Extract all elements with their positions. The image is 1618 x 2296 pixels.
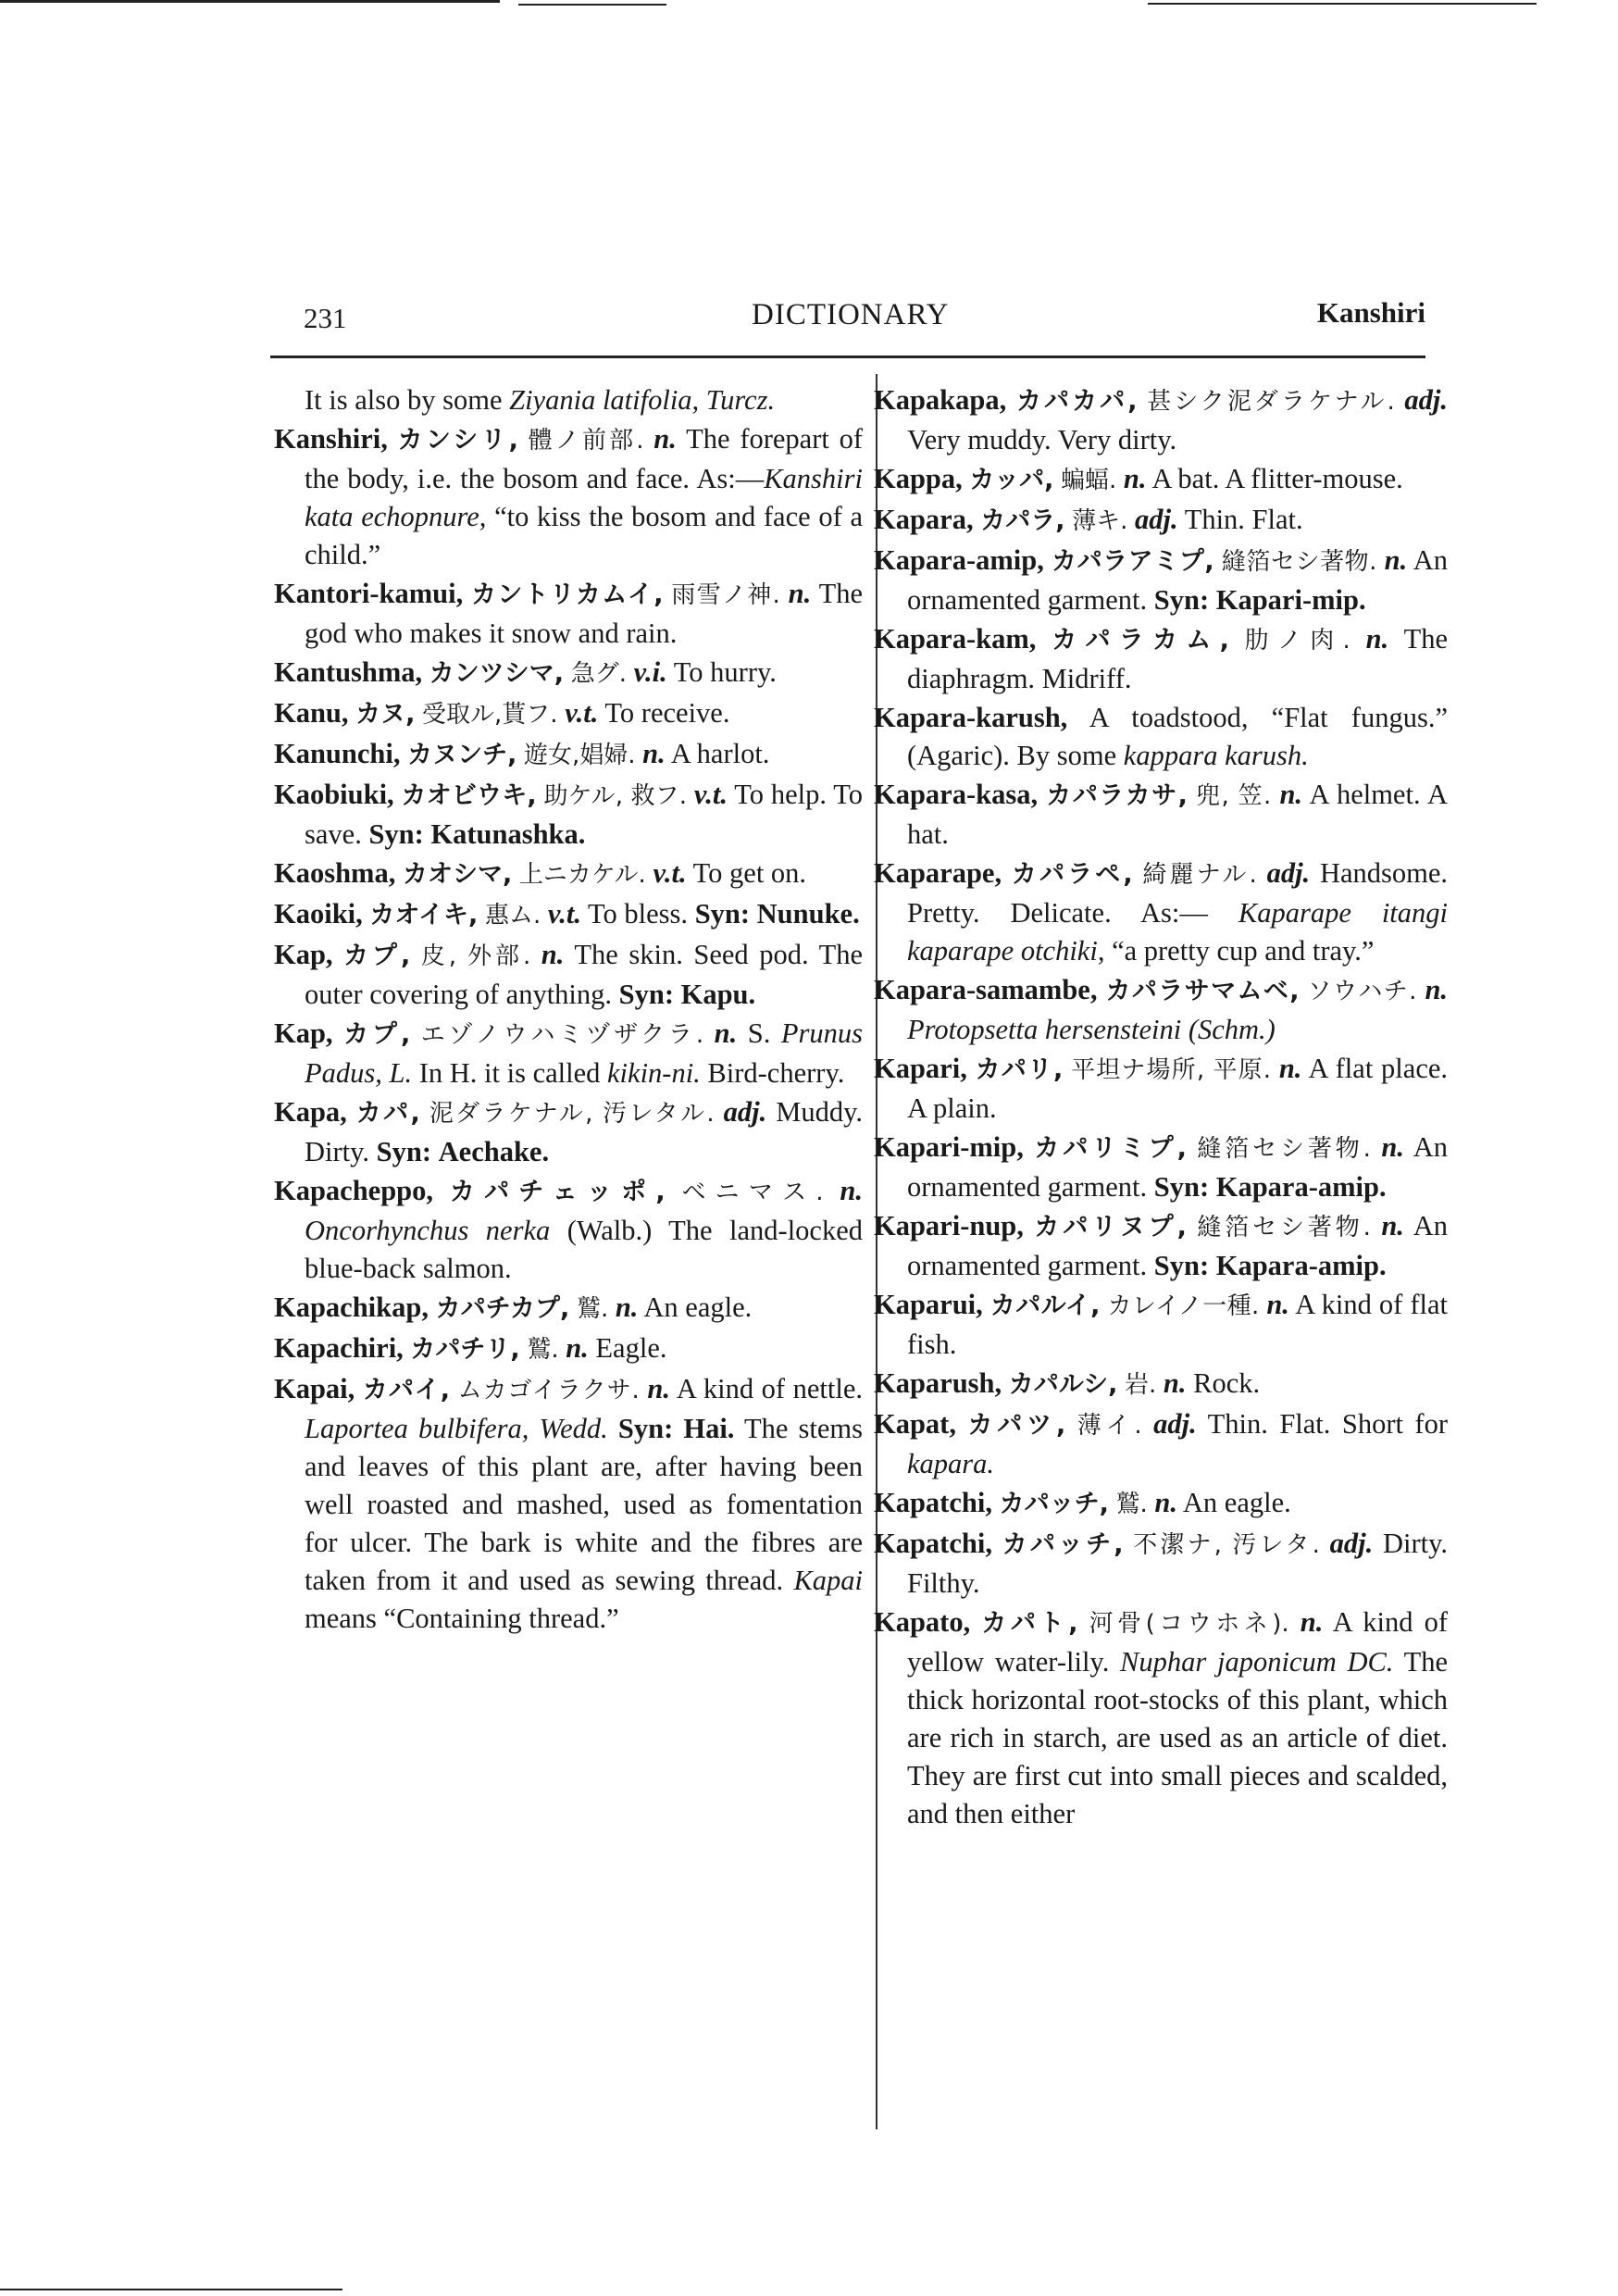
synonym-label: Syn: <box>1153 1250 1210 1281</box>
dictionary-entry <box>874 1484 1448 1524</box>
entry-headword: Kaobiuki, <box>274 779 394 810</box>
entry-headword: Kapara, <box>874 504 974 535</box>
definition-text: A flat place. A plain. <box>907 1053 1449 1124</box>
definition-text: S. <box>747 1017 771 1049</box>
entry-japanese: 縫箔セシ著物. <box>1221 548 1377 576</box>
entry-japanese: 平坦ナ場所, 平原. <box>1071 1056 1272 1084</box>
entry-japanese: 急グ. <box>570 660 627 688</box>
dictionary-entry <box>874 1525 1448 1603</box>
definition-text: It is also by some <box>305 384 510 416</box>
entry-kana: カパラアミプ, <box>1052 547 1214 576</box>
part-of-speech: adj. <box>1135 504 1178 535</box>
synonym-word: Kapari-mip. <box>1215 584 1366 616</box>
entry-headword: Kaoiki, <box>274 898 363 930</box>
scan-edge-line <box>518 4 666 6</box>
entry-kana: カパラサマムベ, <box>1105 977 1300 1005</box>
entry-kana: カパイ, <box>362 1376 451 1404</box>
entry-kana: カパッチ, <box>999 1490 1109 1518</box>
part-of-speech: n. <box>1365 623 1389 655</box>
entry-headword: Kapatchi, <box>874 1528 992 1559</box>
entry-headword: Kapato, <box>874 1606 971 1638</box>
definition-text: A kind of yellow water-lily. <box>907 1606 1449 1678</box>
part-of-speech: n. <box>1381 1131 1404 1163</box>
dictionary-entry <box>274 1172 863 1288</box>
dictionary-entry <box>874 855 1448 970</box>
entry-japanese: 體ノ前部. <box>528 427 644 455</box>
dictionary-entry <box>874 1365 1448 1404</box>
scientific-name: Prunus Padus, L. <box>305 1017 864 1089</box>
entry-japanese: 泥ダラケナル, 汚レタル. <box>429 1100 715 1128</box>
definition-text: A kind of flat fish. <box>907 1289 1449 1360</box>
entry-japanese: 綺麗ナル. <box>1142 861 1257 889</box>
entry-japanese: 鷲. <box>576 1295 609 1323</box>
definition-text: An ornamented garment. <box>907 1131 1449 1203</box>
dictionary-entry <box>274 735 863 775</box>
definition-text: An ornamented garment. <box>907 1210 1448 1281</box>
entry-japanese: 上ニカケル. <box>518 861 646 889</box>
entry-japanese: 鷲. <box>527 1336 559 1364</box>
synonym-word: Kapara-amip. <box>1215 1171 1387 1203</box>
entry-japanese: 雨雪ノ神. <box>671 581 780 609</box>
part-of-speech: adj. <box>1266 857 1311 889</box>
part-of-speech: n. <box>1154 1487 1177 1518</box>
part-of-speech: v.t. <box>547 898 581 930</box>
entry-kana: カパラカム, <box>1052 626 1229 655</box>
synonym-label: Syn: <box>618 979 674 1010</box>
example-text: Kanshiri kata echopnure, <box>305 463 863 532</box>
entry-kana: カパルシ, <box>1008 1370 1118 1399</box>
synonym-word: Nunuke. <box>756 898 860 930</box>
part-of-speech: n. <box>840 1175 864 1206</box>
part-of-speech: n. <box>1300 1606 1324 1638</box>
synonym-word: Katunashka. <box>430 818 586 850</box>
dictionary-entry <box>874 381 1448 459</box>
definition-text: Thin. Flat. Short for <box>1207 1408 1448 1440</box>
entry-kana: カパチリ, <box>410 1335 520 1364</box>
dictionary-entry <box>874 1405 1448 1483</box>
dictionary-entry <box>274 895 863 935</box>
entry-japanese: 岩. <box>1125 1371 1157 1399</box>
dictionary-entry <box>274 1093 863 1171</box>
definition-text: The forepart of the body, i.e. the bosom and face. As:— <box>305 423 864 494</box>
part-of-speech: n. <box>1123 463 1147 494</box>
entry-headword: Kapara-kam, <box>874 623 1037 655</box>
entry-kana: カパラカサ, <box>1046 781 1188 810</box>
scan-edge-line <box>0 0 500 3</box>
part-of-speech: n. <box>642 738 666 769</box>
entry-headword: Kaoshma, <box>274 857 396 889</box>
definition-text: To hurry. <box>673 656 777 688</box>
entry-japanese: 皮, 外部. <box>420 942 531 970</box>
part-of-speech: n. <box>541 939 565 970</box>
definition-text: The thick horizontal root-stocks of this plant, which are rich in starch, are used as an article of diet. They are first cut into small pieces and scalded, and then either <box>907 1646 1449 1829</box>
entry-kana: カパッチ, <box>1002 1530 1124 1559</box>
dictionary-entry <box>874 1603 1448 1833</box>
definition-text: Muddy. Dirty. <box>305 1096 863 1167</box>
entry-japanese: 縫箔セシ著物. <box>1197 1214 1371 1242</box>
running-head <box>0 294 1618 341</box>
dictionary-entry <box>874 542 1448 619</box>
definition-text: “to kiss the bosom and face of a child.” <box>305 501 863 570</box>
part-of-speech: n. <box>788 578 812 609</box>
entry-kana: カントリカムイ, <box>471 580 664 609</box>
definition-text: The diaphragm. Midriff. <box>907 623 1449 694</box>
entry-headword: Kap, <box>274 1017 333 1049</box>
entry-headword: Kanshiri, <box>274 423 388 455</box>
definition-text: A helmet. A hat. <box>907 779 1449 850</box>
scan-edge-line <box>1148 3 1537 5</box>
part-of-speech: n. <box>1381 1210 1404 1242</box>
scientific-name: Ziyania latifolia, Turcz. <box>509 384 776 416</box>
scientific-name: kappara karush. <box>1123 740 1309 771</box>
entry-japanese: カレイノ一種. <box>1107 1292 1260 1320</box>
entry-headword: Kapara-karush, <box>874 702 1068 733</box>
part-of-speech: adj. <box>1329 1528 1374 1559</box>
dictionary-entry <box>274 1015 863 1092</box>
entry-kana: カパカパ, <box>1015 387 1138 416</box>
page-title: DICTIONARY <box>752 298 950 331</box>
synonym-label: Syn: <box>694 898 751 930</box>
entry-headword: Kapara-samambe, <box>874 974 1098 1005</box>
dictionary-entry <box>274 936 863 1014</box>
entry-japanese: 薄イ. <box>1077 1412 1142 1440</box>
part-of-speech: n. <box>1384 544 1408 576</box>
dictionary-entry <box>874 1286 1448 1364</box>
scientific-name: Oncorhynchus nerka <box>305 1215 551 1246</box>
definition-text: The god who makes it snow and rain. <box>305 578 864 649</box>
definition-text: Dirty. Filthy. <box>907 1528 1448 1599</box>
entry-headword: Kapa, <box>274 1096 347 1128</box>
scientific-name: kikin-ni. <box>607 1057 701 1089</box>
definition-text: A toadstood, “Flat fungus.” (Agaric). By some <box>907 702 1449 771</box>
entry-kana: カパラペ, <box>1011 860 1133 889</box>
definition-text: A kind of nettle. <box>676 1373 864 1404</box>
entry-headword: Kapat, <box>874 1408 956 1440</box>
definition-text: The skin. Seed pod. The outer covering of anything. <box>305 939 863 1010</box>
entry-kana: カパ, <box>355 1099 420 1128</box>
dictionary-entry <box>274 1329 863 1369</box>
definition-text: The stems and leaves of this plant are, after having been well roasted and mashed, used as fomentation for ulcer. The bark is white and the fibres are taken from it and used as sewing thread. <box>305 1413 863 1596</box>
definition-text: means “Containing thread.” <box>305 1603 619 1634</box>
entry-kana: カヌンチ, <box>407 741 517 769</box>
page-number: 231 <box>304 302 347 334</box>
part-of-speech: v.t. <box>693 779 728 810</box>
part-of-speech: n. <box>1266 1289 1289 1320</box>
entry-japanese: 兜, 笠. <box>1196 782 1272 810</box>
entry-kana: カッパ, <box>969 466 1054 494</box>
dictionary-entry <box>874 699 1448 775</box>
entry-kana: カパリミプ, <box>1034 1134 1187 1163</box>
synonym-label: Syn: <box>376 1136 431 1167</box>
part-of-speech: v.i. <box>633 656 667 688</box>
dictionary-entry <box>274 776 863 854</box>
header-rule <box>270 356 1425 358</box>
entry-headword: Kapari-mip, <box>874 1131 1024 1163</box>
entry-kana: カパツ, <box>967 1411 1066 1440</box>
synonym-word: Kapara-amip. <box>1215 1250 1387 1281</box>
entry-japanese: 惠ム. <box>484 902 541 930</box>
entry-japanese: 助ケル, 救フ. <box>543 782 688 810</box>
dictionary-entry <box>274 694 863 734</box>
entry-headword: Kappa, <box>874 463 963 494</box>
entry-kana: カオビウキ, <box>401 781 537 810</box>
definition-text: Rock. <box>1193 1367 1261 1399</box>
scientific-name: Protopsetta hersensteini (Schm.) <box>907 1014 1276 1045</box>
part-of-speech: n. <box>653 423 677 455</box>
definition-text: A harlot. <box>670 738 770 769</box>
definition-text: To help. To save. <box>305 779 864 850</box>
definition-text: Handsome. Pretty. Delicate. As:— <box>907 857 1449 929</box>
dictionary-entry <box>274 381 863 419</box>
entry-headword: Kantushma, <box>274 656 423 688</box>
entry-headword: Kapara-amip, <box>874 544 1044 576</box>
entry-headword: Kapara-kasa, <box>874 779 1039 810</box>
entry-headword: Kapari, <box>874 1053 967 1084</box>
entry-kana: カンツシマ, <box>429 659 565 688</box>
definition-text: Thin. Flat. <box>1184 504 1303 535</box>
definition-text: Eagle. <box>595 1332 667 1364</box>
entry-japanese: ベニマス. <box>681 1179 824 1206</box>
entry-japanese: 河骨(コウホネ). <box>1089 1610 1289 1638</box>
entry-japanese: 蝙蝠. <box>1061 467 1117 494</box>
synonym-word: Kapu. <box>680 979 756 1010</box>
part-of-speech: n. <box>1425 974 1449 1005</box>
dictionary-entry <box>874 1207 1448 1285</box>
definition-text: A bat. A flitter-mouse. <box>1151 463 1403 494</box>
dictionary-entry <box>274 420 863 574</box>
part-of-speech: n. <box>566 1332 589 1364</box>
entry-japanese: 不潔ナ, 汚レタ. <box>1133 1531 1320 1559</box>
scientific-name: kapara. <box>907 1448 995 1479</box>
synonym-word: Aechake. <box>438 1136 550 1167</box>
dictionary-entry <box>274 654 863 693</box>
entry-kana: カプ, <box>343 942 411 970</box>
entry-japanese: 甚シク泥ダラケナル. <box>1147 388 1395 416</box>
part-of-speech: n. <box>615 1292 639 1323</box>
definition-text: An eagle. <box>1182 1487 1291 1518</box>
entry-kana: カパルイ, <box>989 1292 1101 1320</box>
left-column <box>274 381 863 1639</box>
entry-kana: カオイキ, <box>369 901 479 930</box>
definition-text: To get on. <box>692 857 807 889</box>
part-of-speech: n. <box>714 1017 738 1049</box>
synonym-label: Syn: <box>1153 584 1210 616</box>
entry-headword: Kaparush, <box>874 1367 1002 1399</box>
part-of-speech: adj. <box>723 1096 767 1128</box>
synonym-label: Syn: <box>368 818 424 850</box>
entry-japanese: 肋ノ肉. <box>1244 627 1350 655</box>
entry-headword: Kanu, <box>274 697 349 729</box>
entry-japanese: 受取ル,貰フ. <box>422 701 558 729</box>
entry-kana: カパリヌプ, <box>1034 1213 1187 1242</box>
entry-japanese: 縫箔セシ著物. <box>1197 1135 1371 1163</box>
definition-text: To receive. <box>604 697 730 729</box>
dictionary-entry <box>874 971 1448 1049</box>
synonym-label: Syn: <box>617 1413 674 1444</box>
entry-headword: Kapari-nup, <box>874 1210 1024 1242</box>
entry-headword: Kaparui, <box>874 1289 983 1320</box>
scientific-name: Nuphar japonicum DC. <box>1120 1646 1394 1678</box>
entry-headword: Kapakapa, <box>874 384 1007 416</box>
entry-kana: カプ, <box>343 1020 411 1049</box>
dictionary-entry <box>874 620 1448 698</box>
synonym-word: Hai. <box>683 1413 735 1444</box>
part-of-speech: adj. <box>1153 1408 1197 1440</box>
dictionary-entry <box>274 1289 863 1329</box>
entry-headword: Kaparape, <box>874 857 1002 889</box>
entry-headword: Kapatchi, <box>874 1487 992 1518</box>
part-of-speech: n. <box>1279 779 1303 810</box>
dictionary-entry <box>274 1370 863 1638</box>
right-column <box>874 381 1448 1834</box>
scientific-name: Laportea bulbifera, Wedd. <box>305 1413 608 1444</box>
definition-text: “a pretty cup and tray.” <box>1112 935 1375 967</box>
definition-text: Very muddy. Very dirty. <box>907 424 1177 455</box>
part-of-speech: n. <box>1163 1367 1187 1399</box>
dictionary-entry <box>874 460 1448 500</box>
entry-headword: Kanunchi, <box>274 738 401 769</box>
dictionary-entry <box>874 776 1448 854</box>
entry-headword: Kantori-kamui, <box>274 578 464 609</box>
definition-text: In H. it is called <box>418 1057 601 1089</box>
entry-kana: カパラ, <box>980 506 1065 535</box>
entry-kana: カヌ, <box>355 700 416 729</box>
entry-headword: Kapacheppo, <box>274 1175 434 1206</box>
entry-kana: カパチェッポ, <box>449 1178 666 1206</box>
definition-text: (Walb.) The land-locked blue-back salmon. <box>305 1215 863 1284</box>
part-of-speech: v.t. <box>653 857 687 889</box>
dictionary-entry <box>874 1050 1448 1128</box>
entry-headword: Kapachikap, <box>274 1292 429 1323</box>
scientific-name: Kapai <box>793 1565 864 1596</box>
definition-text: An eagle. <box>643 1292 753 1323</box>
entry-japanese: エゾノウハミヅザクラ. <box>420 1021 704 1049</box>
entry-japanese: 遊女,娼婦. <box>523 742 636 769</box>
entry-kana: カンシリ, <box>397 426 518 455</box>
entry-kana: カパリ, <box>975 1055 1064 1084</box>
definition-text: Bird-cherry. <box>707 1057 845 1089</box>
part-of-speech: n. <box>1278 1053 1302 1084</box>
entry-japanese: 鷲. <box>1115 1491 1148 1518</box>
part-of-speech: n. <box>647 1373 671 1404</box>
dictionary-entry <box>274 575 863 653</box>
definition-text: An ornamented garment. <box>907 544 1449 616</box>
dictionary-entry <box>874 1129 1448 1206</box>
entry-kana: カパト, <box>981 1609 1078 1638</box>
part-of-speech: adj. <box>1404 384 1449 416</box>
entry-headword: Kapachiri, <box>274 1332 404 1364</box>
entry-kana: カパチカプ, <box>435 1294 570 1323</box>
part-of-speech: v.t. <box>565 697 599 729</box>
entry-kana: カオシマ, <box>402 860 513 889</box>
dictionary-entry <box>274 855 863 894</box>
example-text: Kaparape itangi kaparape otchiki, <box>907 897 1449 967</box>
entry-headword: Kap, <box>274 939 333 970</box>
running-headword: Kanshiri <box>1316 296 1425 329</box>
entry-headword: Kapai, <box>274 1373 355 1404</box>
entry-japanese: ムカゴイラクサ. <box>457 1377 640 1404</box>
definition-text: To bless. <box>588 898 689 930</box>
entry-japanese: 薄キ. <box>1072 507 1128 535</box>
synonym-label: Syn: <box>1153 1171 1210 1203</box>
entry-japanese: ソウハチ. <box>1307 978 1417 1005</box>
dictionary-entry <box>874 501 1448 541</box>
scan-edge-line <box>0 2289 342 2290</box>
